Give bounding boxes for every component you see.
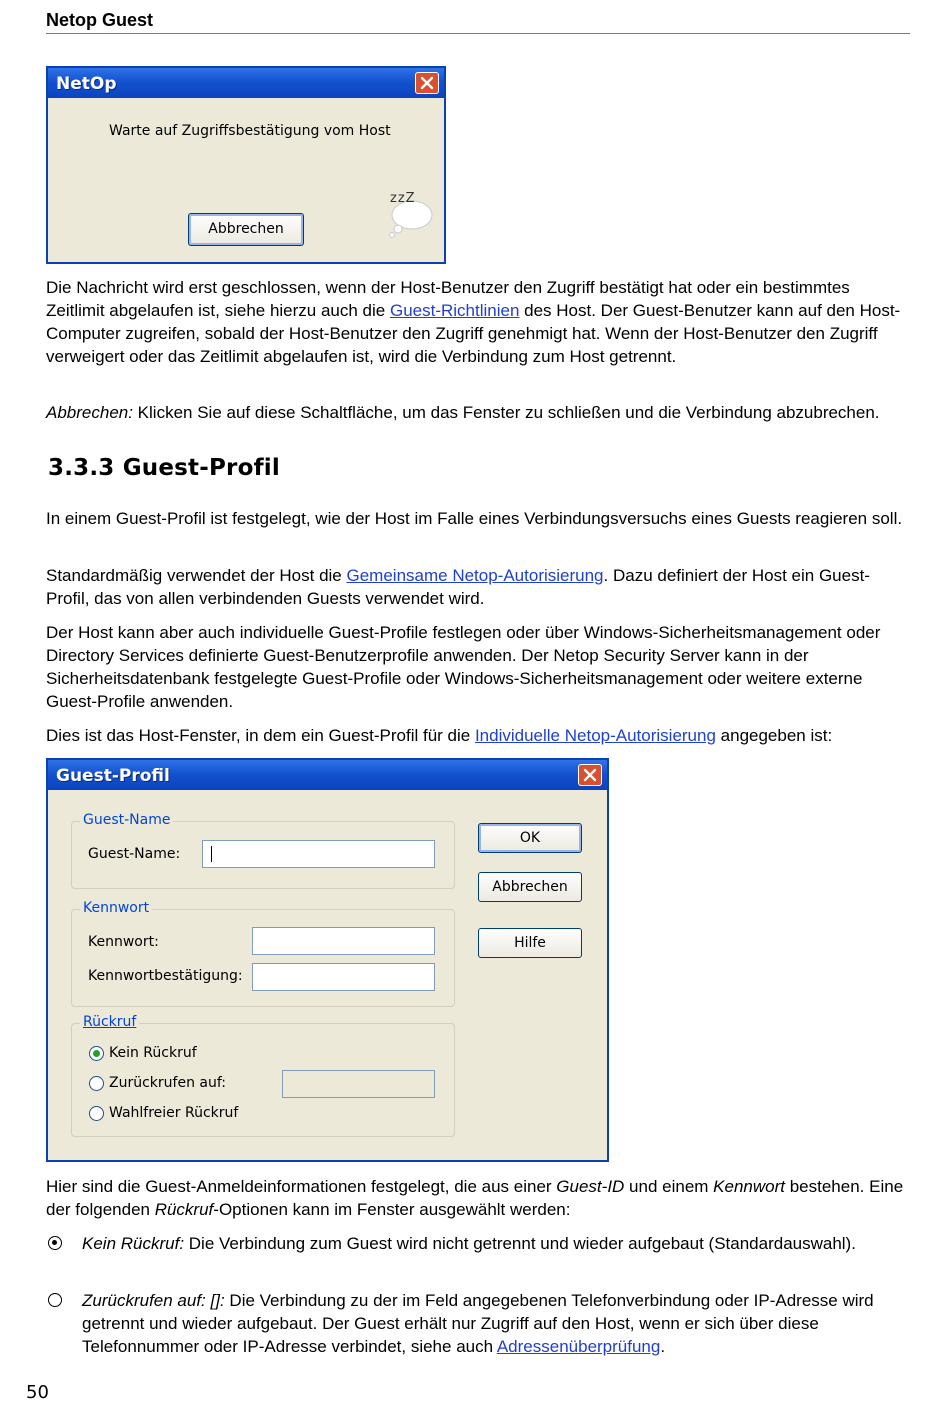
radio-kein-rueckruf[interactable]: [89, 1046, 104, 1061]
text: .: [660, 1337, 666, 1356]
running-header: Netop Guest: [46, 10, 154, 30]
ok-button[interactable]: OK: [478, 823, 582, 853]
help-button[interactable]: Hilfe: [478, 928, 582, 958]
cancel-button[interactable]: Abbrechen: [188, 213, 304, 246]
radio-selected-bullet-icon: [48, 1236, 62, 1250]
cancel-button[interactable]: Abbrechen: [478, 872, 582, 902]
paragraph: [46, 724, 910, 747]
text: -Optionen kann im Fenster ausgewählt werden:: [213, 1200, 571, 1219]
paragraph: [46, 1175, 910, 1221]
text: des Host. Der Guest-Benutzer kann auf den Host-Computer zugreifen, sobald der Host-Benutzer den Zugriff genehmigt hat. Wenn der Host-Benutzer den Zugriff verweigert oder das Zeitlimit abgelaufen ist, wird die Verbindung zum Host getrennt.: [46, 301, 901, 366]
paragraph: [46, 276, 910, 368]
dialog-title-bar: [48, 68, 444, 98]
dialog-title-bar: [48, 760, 607, 790]
text: Die Verbindung zu der im Feld angegebenen Telefonverbindung oder IP-Adresse wird getrennt und wieder aufgebaut. Der Guest erhält nur Zugriff auf den Host, wenn er sich über diese Telefonnummer oder IP-Adresse verbindet, siehe auch: [82, 1291, 874, 1356]
term: Rückruf: [154, 1200, 214, 1219]
radio-label: Kein Rückruf: [109, 1045, 197, 1061]
paragraph: Der Host kann aber auch individuelle Guest-Profile festlegen oder über Windows-Sicherheitsmanagement oder Directory Services definierte Guest-Benutzerprofile anwenden. Der Netop Security Server kann in der Sicherheitsdatenbank festgelegte Guest-Profile oder Windows-Sicherheitsmanagement oder weitere externe Guest-Profile anwenden.: [46, 623, 881, 711]
guest-richtlinien-link[interactable]: Guest-Richtlinien: [389, 301, 520, 320]
callback-group: [71, 1014, 455, 1137]
term: Kennwort: [713, 1177, 785, 1196]
sleeping-cloud-icon: [384, 191, 436, 239]
group-label: Kennwort: [80, 900, 152, 916]
close-icon[interactable]: [578, 764, 602, 786]
radio-label: Zurückrufen auf:: [109, 1075, 226, 1091]
password-label: Kennwort:: [88, 934, 159, 950]
radio-empty-bullet-icon: [48, 1293, 62, 1307]
radio-zurueckrufen[interactable]: [89, 1076, 104, 1091]
term: Kein Rückruf:: [82, 1234, 185, 1253]
list-item: [82, 1289, 908, 1358]
password-confirm-input[interactable]: [252, 963, 435, 991]
group-label: Guest-Name: [80, 812, 173, 828]
adressenueberpruefung-link[interactable]: Adressenüberprüfung: [496, 1337, 661, 1356]
radio-wahlfreier-rueckruf[interactable]: [89, 1106, 104, 1121]
text: Die Verbindung zum Guest wird nicht getrennt und wieder aufgebaut (Standardauswahl).: [184, 1234, 856, 1253]
callback-address-input: [282, 1070, 435, 1098]
guest-profil-dialog: [46, 758, 609, 1162]
text: Klicken Sie auf diese Schaltfläche, um das Fenster zu schließen und die Verbindung abzubrechen.: [132, 403, 880, 422]
individuelle-autorisierung-link[interactable]: Individuelle Netop-Autorisierung: [474, 726, 716, 745]
term: Zurückrufen auf: []:: [82, 1291, 225, 1310]
header-rule: [46, 33, 910, 34]
guest-name-input[interactable]: [202, 840, 435, 868]
password-confirm-label: Kennwortbestätigung:: [88, 968, 243, 984]
guest-name-group: [71, 812, 455, 889]
close-icon[interactable]: [415, 72, 439, 94]
password-input[interactable]: [252, 927, 435, 955]
paragraph: [46, 401, 910, 424]
section-heading: 3.3.3 Guest-Profil: [48, 455, 280, 481]
text: Hier sind die Guest-Anmeldeinformationen festgelegt, die aus einer: [46, 1177, 557, 1196]
password-group: [71, 900, 455, 1007]
paragraph: In einem Guest-Profil ist festgelegt, wie der Host im Falle eines Verbindungsversuchs eines Guests reagieren soll.: [46, 509, 903, 528]
text-cursor: [211, 846, 212, 862]
dialog-title: Guest-Profil: [56, 766, 170, 786]
group-label: Rückruf: [80, 1014, 139, 1030]
page-number: 50: [26, 1382, 49, 1403]
dialog-title: NetOp: [56, 74, 117, 94]
guest-name-label: Guest-Name:: [88, 846, 181, 862]
gemeinsame-autorisierung-link[interactable]: Gemeinsame Netop-Autorisierung: [346, 566, 604, 585]
text: bestehen. Eine der folgenden: [46, 1177, 904, 1219]
text: . Dazu definiert der Host ein Guest-Profil, das von allen verbindenden Guests verwendet wird.: [46, 566, 870, 608]
text: angegeben ist:: [715, 726, 833, 745]
text: Standardmäßig verwendet der Host die: [46, 566, 347, 585]
wait-message: Warte auf Zugriffsbestätigung vom Host: [109, 123, 391, 139]
sleep-glyph: zzZ: [390, 191, 416, 206]
netop-wait-dialog: [46, 66, 446, 264]
radio-label: Wahlfreier Rückruf: [109, 1105, 239, 1121]
text: Dies ist das Host-Fenster, in dem ein Guest-Profil für die: [46, 726, 475, 745]
text: Die Nachricht wird erst geschlossen, wenn der Host-Benutzer den Zugriff bestätigt hat oder ein bestimmtes Zeitlimit abgelaufen ist, siehe hierzu auch die: [46, 278, 850, 320]
paragraph: [46, 564, 910, 610]
list-item: [82, 1232, 908, 1255]
text: und einem: [624, 1177, 714, 1196]
term: Guest-ID: [556, 1177, 625, 1196]
term: Abbrechen:: [46, 403, 133, 422]
